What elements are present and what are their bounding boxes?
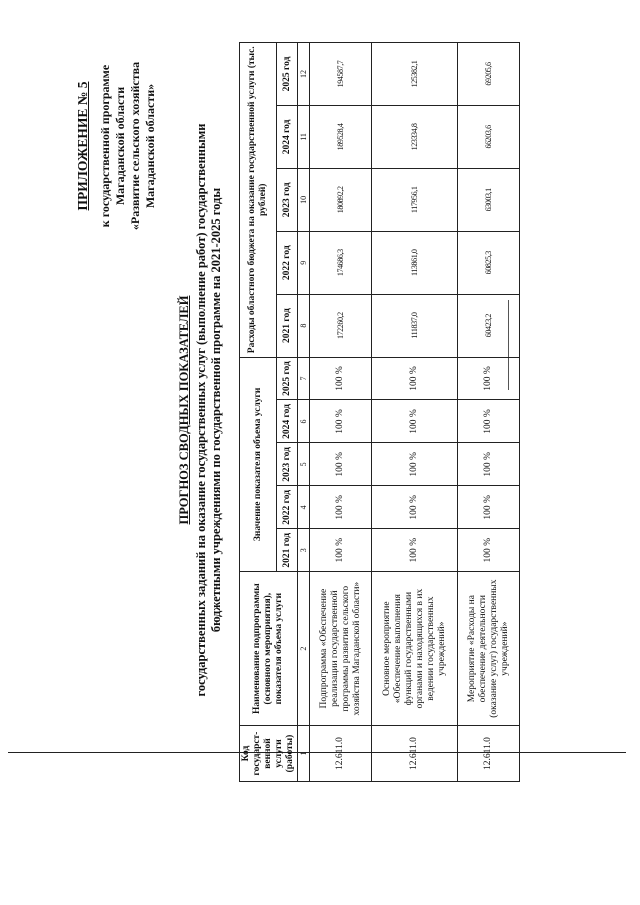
volume-cell: 100 % [458, 486, 520, 529]
row-code: 12.611.0 [372, 726, 458, 782]
header-year: 2021 год [277, 294, 298, 357]
volume-cell: 100 % [310, 443, 372, 486]
expense-cell: 60423,2 [458, 294, 520, 357]
column-number-row [298, 43, 310, 782]
volume-cell: 100 % [372, 357, 458, 400]
volume-cell: 100 % [458, 400, 520, 443]
expense-cell: 172260,2 [310, 294, 372, 357]
row-name: Мероприятие «Расходы на обеспечение деятельности (оказание услуг) государственных учреждений» [458, 572, 520, 726]
column-number: 12 [298, 43, 310, 106]
column-number: 6 [298, 400, 310, 443]
appendix-line: Магаданской области [113, 86, 127, 206]
indicators-table [239, 42, 520, 782]
table-row [310, 43, 372, 782]
volume-cell: 100 % [310, 486, 372, 529]
column-number: 1 [298, 726, 310, 782]
table-row [458, 43, 520, 782]
column-number: 2 [298, 572, 310, 726]
volume-cell: 100 % [458, 357, 520, 400]
expense-cell: 113861,0 [372, 231, 458, 294]
expense-cell: 194587,7 [310, 43, 372, 106]
column-number: 8 [298, 294, 310, 357]
volume-cell: 100 % [458, 443, 520, 486]
header-year: 2024 год [277, 400, 298, 443]
expense-cell: 111837,0 [372, 294, 458, 357]
volume-cell: 100 % [372, 443, 458, 486]
column-number: 11 [298, 105, 310, 168]
header-year: 2025 год [277, 43, 298, 106]
expense-cell: 174686,3 [310, 231, 372, 294]
appendix-block [75, 26, 158, 266]
expense-cell: 66203,6 [458, 105, 520, 168]
appendix-title: ПРИЛОЖЕНИЕ № 5 [75, 81, 90, 211]
volume-cell: 100 % [458, 529, 520, 572]
row-name: Подпрограмма «Обеспечение реализации государственной программы развития сельского хозяйства Магаданской области» [310, 572, 372, 726]
rotated-document [75, 20, 545, 800]
column-number: 9 [298, 231, 310, 294]
volume-cell: 100 % [372, 529, 458, 572]
column-number: 4 [298, 486, 310, 529]
header-year: 2023 год [277, 168, 298, 231]
volume-cell: 100 % [310, 400, 372, 443]
header-year: 2021 год [277, 529, 298, 572]
column-number: 3 [298, 529, 310, 572]
header-code: Код государст-венной услуги (работы) [240, 726, 298, 782]
header-year: 2023 год [277, 443, 298, 486]
volume-cell: 100 % [372, 486, 458, 529]
header-volume: Значение показателя объема услуги [240, 357, 277, 572]
appendix-line: «Развитие сельского хозяйства [128, 61, 142, 231]
column-number: 5 [298, 443, 310, 486]
appendix-line: Магаданской области» [143, 83, 157, 209]
column-number: 7 [298, 357, 310, 400]
expense-cell: 117956,1 [372, 168, 458, 231]
appendix-line: к государственной программе [98, 64, 112, 228]
title-line-1: государственных заданий на оказание государственных услуг (выполнение работ) государственными [194, 123, 208, 697]
row-name: Основное мероприятие «Обеспечение выполнения функций государственными органами и находящихся в их ведении государственных учреждений» [372, 572, 458, 726]
page-title [177, 60, 224, 760]
header-year: 2022 год [277, 486, 298, 529]
column-number: 10 [298, 168, 310, 231]
expense-cell: 63003,1 [458, 168, 520, 231]
title-main: ПРОГНОЗ СВОДНЫХ ПОКАЗАТЕЛЕЙ [177, 295, 191, 525]
expense-cell: 189528,4 [310, 105, 372, 168]
row-code: 12.611.0 [310, 726, 372, 782]
header-year: 2025 год [277, 357, 298, 400]
header-name: Наименование подпрограммы (основного мероприятия), показателя объема услуги [240, 572, 298, 726]
volume-cell: 100 % [310, 357, 372, 400]
expense-cell: 180892,2 [310, 168, 372, 231]
table-row [372, 43, 458, 782]
title-line-2: бюджетными учреждениями по государственной программе на 2021-2025 годы [209, 187, 223, 633]
volume-cell: 100 % [372, 400, 458, 443]
row-code: 12.611.0 [458, 726, 520, 782]
expense-cell: 69205,6 [458, 43, 520, 106]
header-year: 2024 год [277, 105, 298, 168]
expense-cell: 125382,1 [372, 43, 458, 106]
expense-cell: 123334,8 [372, 105, 458, 168]
header-year: 2022 год [277, 231, 298, 294]
expense-cell: 60825,3 [458, 231, 520, 294]
volume-cell: 100 % [310, 529, 372, 572]
header-expenses: Расходы областного бюджета на оказание государственной услуги (тыс. рублей) [240, 43, 277, 358]
